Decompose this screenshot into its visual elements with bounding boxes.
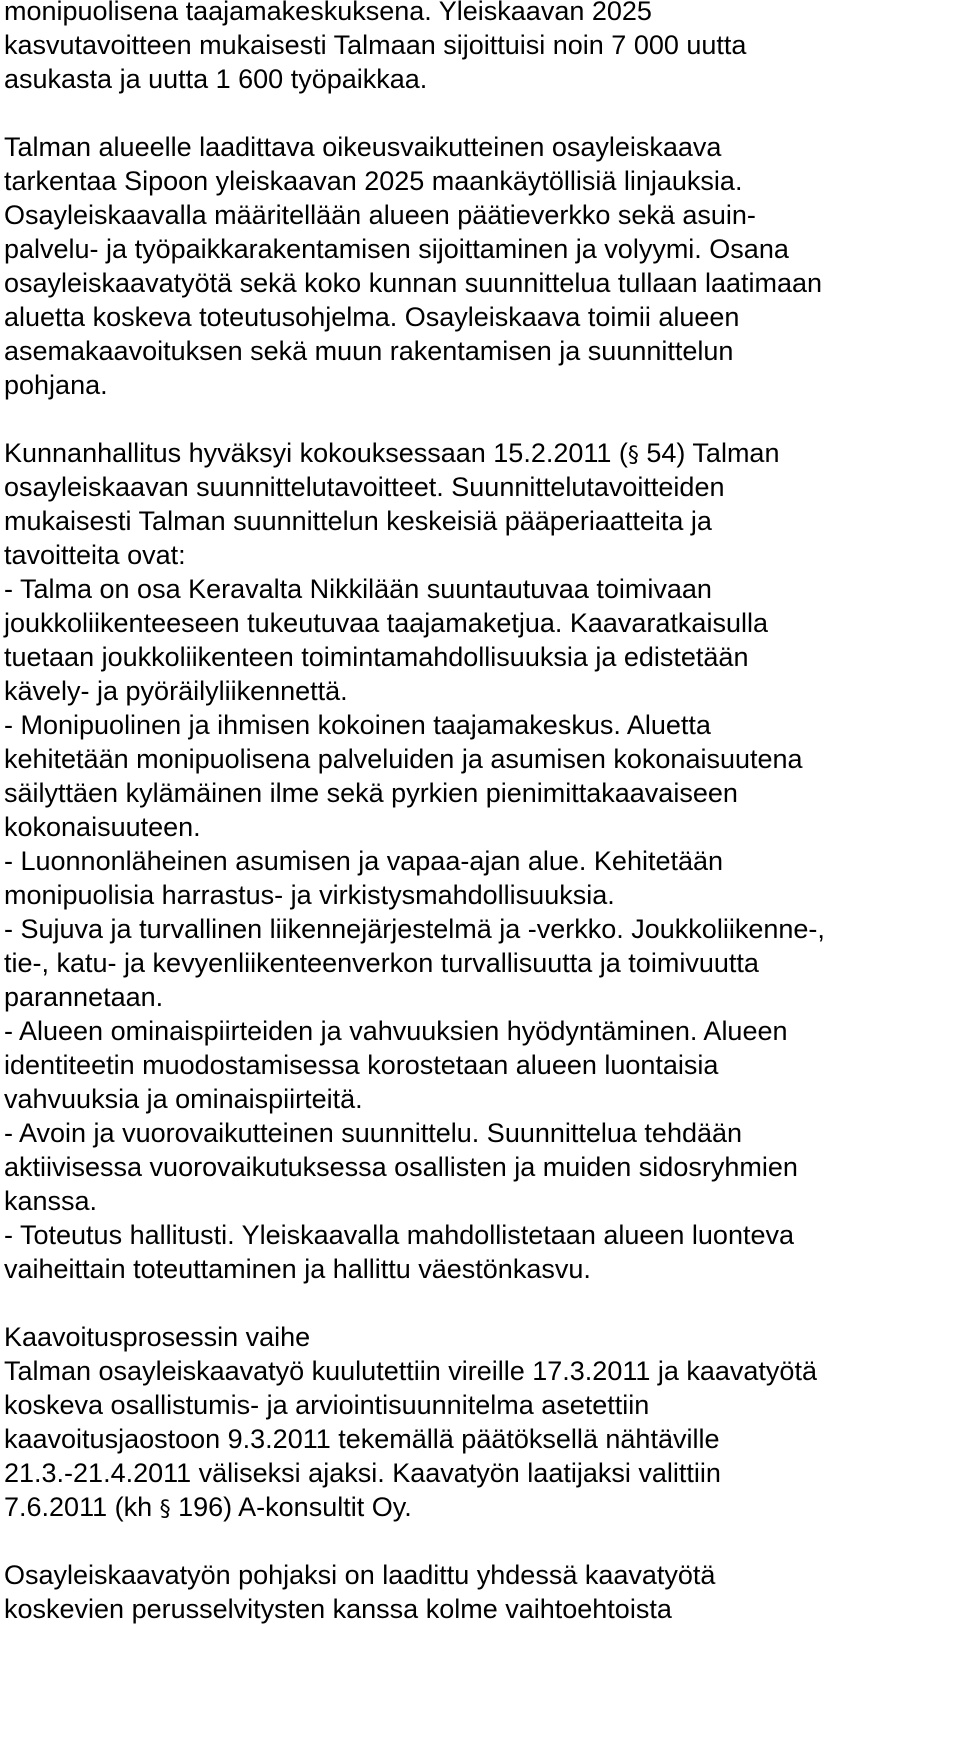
- text-line: Osayleiskaavatyön pohjaksi on laadittu yhdessä kaavatyötä: [4, 1560, 716, 1590]
- text-line: vaiheittain toteuttaminen ja hallittu väestönkasvu.: [4, 1254, 591, 1284]
- text-line: tarkentaa Sipoon yleiskaavan 2025 maankäytöllisiä linjauksia.: [4, 166, 743, 196]
- goal-item: - Luonnonläheinen asumisen ja vapaa-ajan alue. Kehitetään: [4, 846, 724, 876]
- text-line: [4, 1490, 960, 1524]
- text-line: joukkoliikenteeseen tukeutuvaa taajamaketjua. Kaavaratkaisulla: [4, 608, 768, 638]
- text-line: aluetta koskeva toteutusohjelma. Osayleiskaava toimii alueen: [4, 302, 740, 332]
- text-line: palvelu- ja työpaikkarakentamisen sijoittaminen ja volyymi. Osana: [4, 234, 789, 264]
- text-line: vahvuuksia ja ominaispiirteitä.: [4, 1084, 363, 1114]
- text-line: 21.3.-21.4.2011 väliseksi ajaksi. Kaavatyön laatijaksi valittiin: [4, 1458, 721, 1488]
- text-line: monipuolisia harrastus- ja virkistysmahdollisuuksia.: [4, 880, 615, 910]
- section-symbol: §: [627, 443, 639, 468]
- text-line: kanssa.: [4, 1186, 98, 1216]
- text-line: koskeva osallistumis- ja arviointisuunnitelma asetettiin: [4, 1390, 650, 1420]
- text-line: mukaisesti Talman suunnittelun keskeisiä pääperiaatteita ja: [4, 506, 712, 536]
- text-line: parannetaan.: [4, 982, 164, 1012]
- goal-item: - Talma on osa Keravalta Nikkilään suuntautuvaa toimivaan: [4, 574, 712, 604]
- text-line: osayleiskaavatyötä sekä koko kunnan suunnittelua tullaan laatimaan: [4, 268, 823, 298]
- text-fragment: 54) Talman: [638, 438, 780, 468]
- paragraph-master-plan: [4, 130, 960, 402]
- text-line: [4, 436, 960, 470]
- text-line: koskevien perusselvitysten kanssa kolme vaihtoehtoista: [4, 1594, 672, 1624]
- text-line: asukasta ja uutta 1 600 työpaikkaa.: [4, 64, 428, 94]
- section-process: [4, 1320, 960, 1524]
- text-fragment: Kunnanhallitus hyväksyi kokouksessaan 15.2.2011 (: [4, 438, 628, 468]
- text-line: aktiivisessa vuorovaikutuksessa osallisten ja muiden sidosryhmien: [4, 1152, 798, 1182]
- text-line: kävely- ja pyöräilyliikennettä.: [4, 676, 348, 706]
- text-line: Osayleiskaavalla määritellään alueen päätieverkko sekä asuin-: [4, 200, 756, 230]
- text-line: kasvutavoitteen mukaisesti Talmaan sijoittuisi noin 7 000 uutta: [4, 30, 747, 60]
- section-heading: Kaavoitusprosessin vaihe: [4, 1322, 311, 1352]
- text-line: asemakaavoituksen sekä muun rakentamisen ja suunnittelun: [4, 336, 734, 366]
- goal-item: - Alueen ominaispiirteiden ja vahvuuksien hyödyntäminen. Alueen: [4, 1016, 788, 1046]
- paragraph-gap: [4, 1286, 960, 1320]
- paragraph-growth-targets: [4, 0, 960, 96]
- goal-item: - Sujuva ja turvallinen liikennejärjestelmä ja -verkko. Joukkoliikenne-,: [4, 914, 825, 944]
- text-line: kehitetään monipuolisena palveluiden ja asumisen kokonaisuutena: [4, 744, 803, 774]
- text-line: pohjana.: [4, 370, 108, 400]
- goal-item: - Monipuolinen ja ihmisen kokoinen taajamakeskus. Aluetta: [4, 710, 711, 740]
- paragraph-alternatives: [4, 1558, 960, 1626]
- text-line: identiteetin muodostamisessa korostetaan alueen luontaisia: [4, 1050, 719, 1080]
- text-line: monipuolisena taajamakeskuksena. Yleiskaavan 2025: [4, 0, 652, 26]
- text-line: säilyttäen kylämäinen ilme sekä pyrkien pienimittakaavaiseen: [4, 778, 738, 808]
- goal-item: - Avoin ja vuorovaikutteinen suunnittelu. Suunnittelua tehdään: [4, 1118, 743, 1148]
- paragraph-gap: [4, 402, 960, 436]
- text-line: osayleiskaavan suunnittelutavoitteet. Suunnittelutavoitteiden: [4, 472, 725, 502]
- text-line: tavoitteita ovat:: [4, 540, 186, 570]
- text-line: tuetaan joukkoliikenteen toimintamahdollisuuksia ja edistetään: [4, 642, 749, 672]
- text-line: Talman osayleiskaavatyö kuulutettiin vireille 17.3.2011 ja kaavatyötä: [4, 1356, 817, 1386]
- section-symbol: §: [159, 1497, 171, 1522]
- text-fragment: 7.6.2011 (kh: [4, 1492, 160, 1522]
- goal-item: - Toteutus hallitusti. Yleiskaavalla mahdollistetaan alueen luonteva: [4, 1220, 795, 1250]
- paragraph-gap: [4, 1524, 960, 1558]
- text-fragment: 196) A-konsultit Oy.: [170, 1492, 412, 1522]
- paragraph-gap: [4, 96, 960, 130]
- text-line: kokonaisuuteen.: [4, 812, 201, 842]
- text-line: kaavoitusjaostoon 9.3.2011 tekemällä päätöksellä nähtäville: [4, 1424, 720, 1454]
- paragraph-planning-goals: [4, 436, 960, 1286]
- text-line: Talman alueelle laadittava oikeusvaikutteinen osayleiskaava: [4, 132, 722, 162]
- text-line: tie-, katu- ja kevyenliikenteenverkon turvallisuutta ja toimivuutta: [4, 948, 759, 978]
